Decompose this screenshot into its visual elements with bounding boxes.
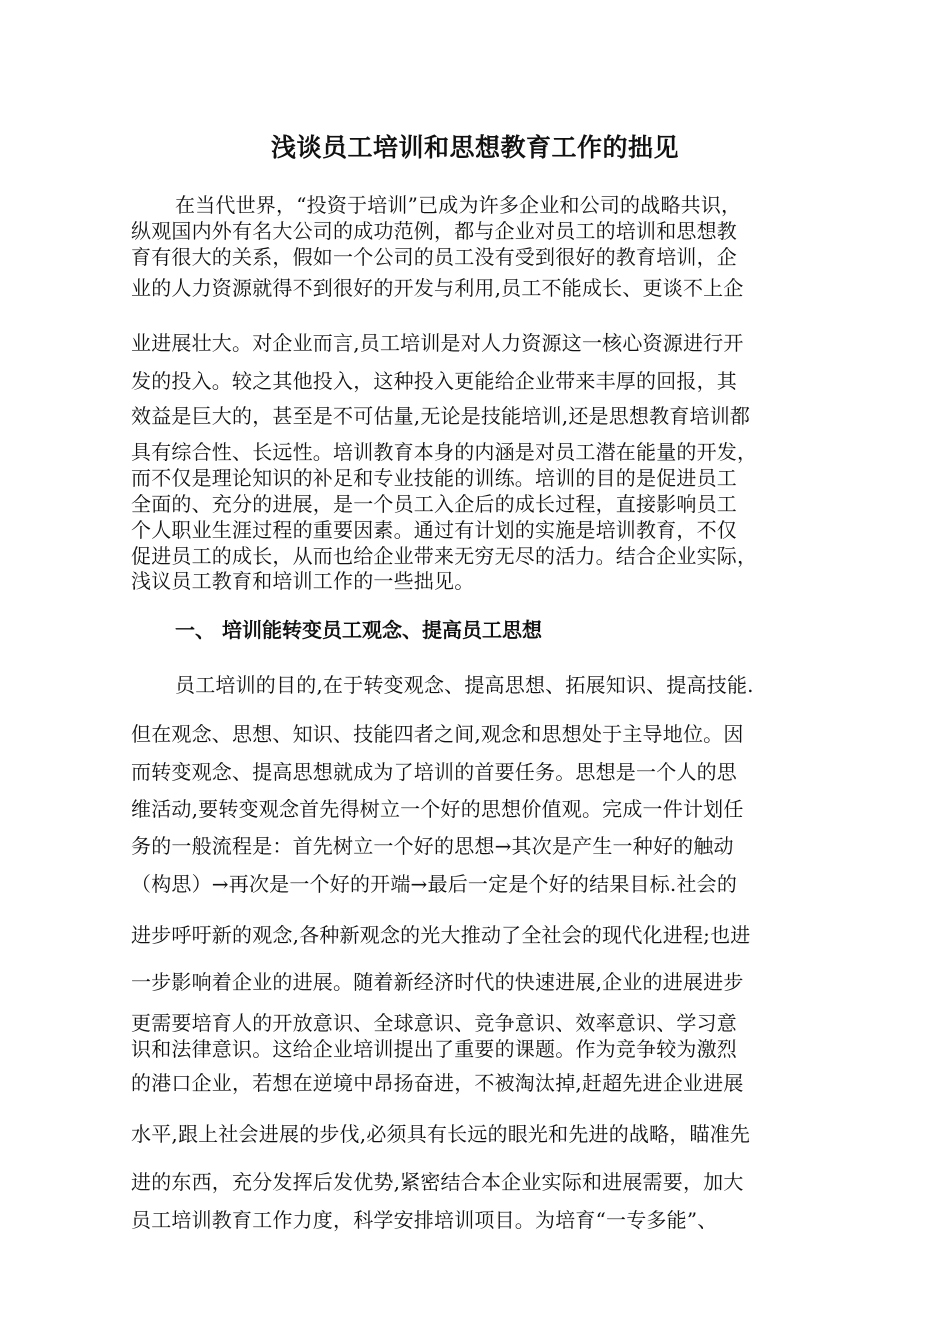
paragraph-line: 业的人力资源就得不到很好的开发与利用,员工不能成长、更谈不上企 [131, 276, 744, 300]
paragraph-line: 具有综合性、长远性。培训教育本身的内涵是对员工潜在能量的开发， [131, 440, 758, 464]
paragraph-line: 务的一般流程是：首先树立一个好的思想→其次是产生一种好的触动 [131, 834, 734, 858]
paragraph-line: 员工培训教育工作力度，科学安排培训项目。为培育“一专多能”、 [131, 1208, 718, 1232]
paragraph-line: 进的东西，充分发挥后发优势,紧密结合本企业实际和进展需要，加大 [131, 1170, 744, 1194]
section-heading: 一、 培训能转变员工观念、提高员工思想 [175, 618, 542, 642]
paragraph-line: 员工培训的目的,在于转变观念、提高思想、拓展知识、提高技能. [175, 673, 754, 697]
paragraph-line: 育有很大的关系，假如一个公司的员工没有受到很好的教育培训，企 [131, 245, 737, 269]
paragraph-line: 浅议员工教育和培训工作的一些拙见。 [131, 569, 475, 593]
paragraph-line: 效益是巨大的，甚至是不可估量,无论是技能培训,还是思想教育培训都 [131, 404, 751, 428]
paragraph-line: 识和法律意识。这给企业培训提出了重要的课题。作为竞争较为激烈 [131, 1037, 737, 1061]
paragraph-line: 水平,跟上社会进展的步伐,必须具有长远的眼光和先进的战略，瞄准先 [131, 1122, 751, 1146]
document-title: 浅谈员工培训和思想教育工作的拙见 [270, 133, 679, 162]
paragraph-line: 的港口企业，若想在逆境中昂扬奋进，不被淘汰掉,赶超先进企业进展 [131, 1071, 744, 1095]
paragraph-line: 纵观国内外有名大公司的成功范例，都与企业对员工的培训和思想教 [131, 219, 737, 243]
paragraph-line: （构思）→再次是一个好的开端→最后一定是个好的结果目标.社会的 [131, 872, 738, 896]
paragraph-line: 进步呼吁新的观念,各种新观念的光大推动了全社会的现代化进程;也进 [131, 923, 751, 947]
paragraph-line: 业进展壮大。对企业而言,员工培训是对人力资源这一核心资源进行开 [131, 331, 744, 355]
paragraph-line: 一步影响着企业的进展。随着新经济时代的快速进展,企业的进展进步 [131, 970, 744, 994]
paragraph-line: 更需要培育人的开放意识、全球意识、竞争意识、效率意识、学习意 [131, 1011, 737, 1035]
paragraph-line: 而不仅是理论知识的补足和专业技能的训练。培训的目的是促进员工 [131, 466, 737, 490]
paragraph-line: 发的投入。较之其他投入，这种投入更能给企业带来丰厚的回报，其 [131, 369, 737, 393]
paragraph-line: 促进员工的成长，从而也给企业带来无穷无尽的活力。结合企业实际， [131, 544, 758, 568]
paragraph-line: 但在观念、思想、知识、技能四者之间,观念和思想处于主导地位。因 [131, 722, 744, 746]
paragraph-line: 个人职业生涯过程的重要因素。通过有计划的实施是培训教育，不仅 [131, 518, 737, 542]
paragraph-line: 全面的、充分的进展，是一个员工入企后的成长过程，直接影响员工 [131, 492, 737, 516]
paragraph-line: 在当代世界，“投资于培训”已成为许多企业和公司的战略共识， [175, 193, 742, 217]
paragraph-line: 而转变观念、提高思想就成为了培训的首要任务。思想是一个人的思 [131, 760, 737, 784]
paragraph-line: 维活动,要转变观念首先得树立一个好的思想价值观。完成一件计划任 [131, 797, 744, 821]
